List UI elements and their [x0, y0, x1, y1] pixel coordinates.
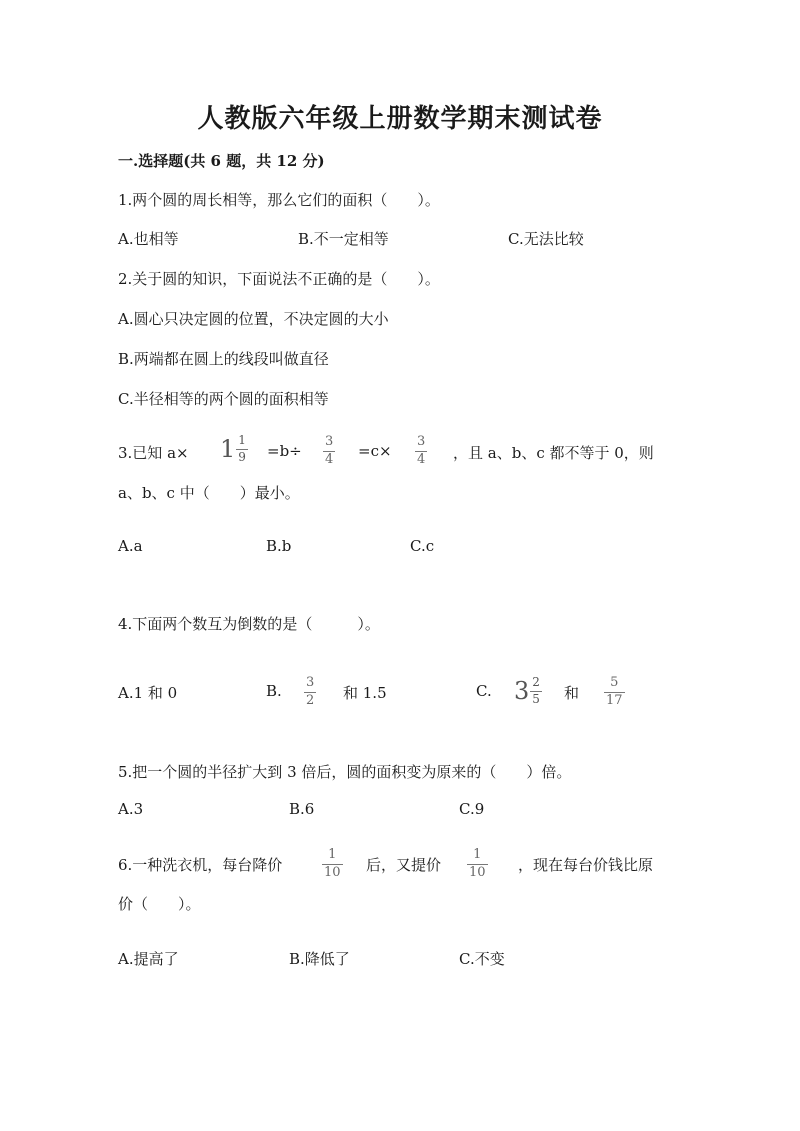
- question-3-stem-part-1: 3.已知 a×: [118, 444, 189, 462]
- question-4-stem: 4.下面两个数互为倒数的是（ ）。: [118, 615, 380, 633]
- section-heading: 一.选择题(共 6 题，共 12 分): [118, 152, 325, 170]
- fraction-denominator: 4: [417, 451, 426, 467]
- fraction-whole: 1: [220, 435, 236, 464]
- question-4-option-c-label: C.: [476, 682, 492, 700]
- question-3-option-c: C.c: [410, 537, 435, 555]
- question-6-option-c: C.不变: [459, 950, 505, 968]
- question-5-option-a: A.3: [118, 800, 144, 818]
- fraction-numerator: 1: [238, 433, 246, 447]
- question-4-fraction-c-2: [604, 676, 625, 709]
- question-2-option-c: C.半径相等的两个圆的面积相等: [118, 390, 329, 408]
- fraction-numerator: 3: [325, 434, 334, 449]
- question-1-stem: 1.两个圆的周长相等，那么它们的面积（ ）。: [118, 191, 440, 209]
- question-3-stem-part-3: =c×: [358, 442, 392, 460]
- fraction-denominator: 4: [325, 451, 334, 467]
- question-6-option-a: A.提高了: [118, 950, 179, 968]
- question-3-option-b: B.b: [266, 537, 292, 555]
- fraction-denominator: 10: [324, 864, 341, 880]
- question-4-option-c-tail: 和: [564, 684, 580, 702]
- question-3-stem-line-2: a、b、c 中（ ）最小。: [118, 484, 300, 502]
- question-3-option-a: A.a: [118, 537, 143, 555]
- question-2-stem: 2.关于圆的知识，下面说法不正确的是（ ）。: [118, 270, 440, 288]
- question-4-fraction-b: [304, 676, 316, 709]
- question-3-fraction-3: [415, 435, 427, 468]
- question-3-fraction-2: [323, 435, 335, 468]
- question-3-stem-part-4: ，且 a、b、c 都不等于 0，则: [453, 444, 654, 462]
- fraction-denominator: 9: [238, 449, 246, 464]
- fraction-denominator: 2: [306, 692, 315, 708]
- question-6-fraction-1: [322, 848, 343, 881]
- question-1-option-c: C.无法比较: [508, 230, 584, 248]
- question-6-stem-line-2: 价（ ）。: [118, 895, 201, 913]
- fraction-numerator: 3: [417, 434, 426, 449]
- question-4-fraction-c-1: [514, 676, 542, 707]
- fraction-denominator: 5: [532, 691, 540, 706]
- question-6-fraction-2: [467, 848, 488, 881]
- question-6-stem-part-2: 后，又提价: [366, 856, 442, 874]
- question-5-option-c: C.9: [459, 800, 485, 818]
- question-3-stem-part-2: =b÷: [267, 442, 302, 460]
- question-5-option-b: B.6: [289, 800, 315, 818]
- page-title: 人教版六年级上册数学期末测试卷: [197, 104, 603, 134]
- question-4-option-b-tail: 和 1.5: [343, 684, 387, 702]
- question-6-option-b: B.降低了: [289, 950, 350, 968]
- fraction-numerator: 1: [473, 847, 482, 862]
- question-4-option-b-label: B.: [266, 682, 282, 700]
- question-1-option-a: A.也相等: [118, 230, 179, 248]
- question-2-option-a: A.圆心只决定圆的位置，不决定圆的大小: [118, 310, 389, 328]
- question-6-stem-part-3: ，现在每台价钱比原: [518, 856, 654, 874]
- question-3-fraction-1: [220, 434, 248, 465]
- question-4-option-a: A.1 和 0: [118, 684, 178, 702]
- question-5-stem: 5.把一个圆的半径扩大到 3 倍后，圆的面积变为原来的（ ）倍。: [118, 763, 572, 781]
- fraction-numerator: 5: [610, 675, 619, 690]
- fraction-denominator: 10: [469, 864, 486, 880]
- fraction-denominator: 17: [606, 692, 623, 708]
- question-1-option-b: B.不一定相等: [298, 230, 389, 248]
- fraction-numerator: 2: [532, 675, 540, 689]
- question-2-option-b: B.两端都在圆上的线段叫做直径: [118, 350, 329, 368]
- question-6-stem-part-1: 6.一种洗衣机，每台降价: [118, 856, 283, 874]
- fraction-numerator: 3: [306, 675, 315, 690]
- fraction-numerator: 1: [328, 847, 337, 862]
- fraction-whole: 3: [514, 677, 530, 706]
